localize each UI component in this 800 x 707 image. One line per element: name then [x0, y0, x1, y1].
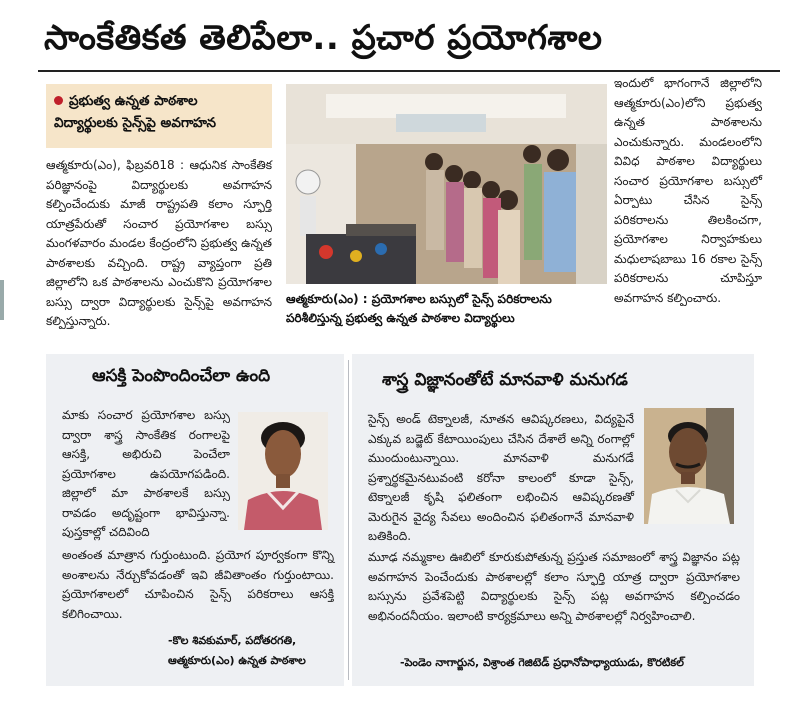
subhead-box	[46, 84, 272, 148]
teacher-photo	[644, 408, 734, 524]
teacher-quote-body-top: సైన్స్ అండ్ టెక్నాలజీ, నూతన ఆవిష్కరణలు, విద్యపైనే ఎక్కువ బడ్జెట్ కేటాయింపులు చేసిన దేశాలే అన్ని రంగాల్లో ముందుంటున్నాయి. మానవాళి మనుగడే ప్రశ్నార్థకమైనటువంటి కరోనా కాలంలో కూడా సైన్స్, టెక్నాలజీ కృషి ఫలితంగా లభించిన ఆవిష్కరణతో మెరుగైన వైద్య సేవలు అందించిన ఫలితంగానే మానవాళి బతికింది.	[368, 412, 634, 543]
student-signature-name: -కొల శివకుమార్, పదోతరగతి,	[168, 634, 297, 647]
teacher-portrait-illustration	[644, 408, 734, 524]
page-edge-mark	[0, 280, 4, 320]
student-signature-school: ఆత్మకూరు(ఎం) ఉన్నత పాఠశాల	[168, 654, 306, 667]
student-quote-body-top: మాకు సంచార ప్రయోగశాల బస్సు ద్వారా శాస్త్ర సాంకేతిక రంగాలపై ఆసక్తి, అభిరుచి పెంచేలా ప్రయోగశాల ఉపయోగపడింది. జిల్లాలో మా పాఠశాలకే బస్సు రావడం అదృష్టంగా భావిస్తున్నా. పుస్తకాల్లో చదివింది	[62, 408, 230, 539]
lead-paragraph-left: ఆత్మకూరు(ఎం), ఫిబ్రవరి18 : ఆధునిక సాంకేతిక పరిజ్ఞానంపై విద్యార్థులకు అవగాహన కల్పించేందుకు మాజీ రాష్ట్రపతి కలాం స్ఫూర్తి యాత్రపేరుతో సంచార ప్రయోగశాల బస్సు మంగళవారం మండల కేంద్రంలోని ప్రభుత్వ ఉన్నత పాఠశాలకు వచ్చింది. రాష్ట్ర వ్యాప్తంగా ప్రతి జిల్లాలోని ఒక పాఠశాలను ఎంచుకొని ప్రయోగశాల బస్సు ద్వారా విద్యార్థులకు సైన్స్‌పై అవగాహన కల్పిస్తున్నారు.	[46, 158, 272, 328]
student-portrait-illustration	[238, 412, 328, 530]
lead-paragraph-right: ఇందులో భాగంగానే జిల్లాలోని ఆత్మకూరు(ఎం)లోని ప్రభుత్వ ఉన్నత పాఠశాలను ఎంచుకున్నారు. మండలంలోని వివిధ పాఠశాల విద్యార్థులు సంచార ప్రయోగశాల బస్సులో ఏర్పాటు చేసిన సైన్స్ పరికరాలను తిలకించగా, ప్రయోగశాల నిర్వాహకులు మధులాషబాబు 16 రకాల సైన్స్ పరికరాలను చూపిస్తూ అవగాహన కల్పించారు.	[614, 76, 762, 305]
column-divider	[348, 360, 349, 680]
subhead: ప్రభుత్వ ఉన్నత పాఠశాల విద్యార్థులకు సైన్స్‌పై అవగాహన	[54, 93, 216, 131]
teacher-quote-body-bottom: మూఢ నమ్మకాల ఊబిలో కూరుకుపోతున్న ప్రస్తుత సమాజంలో శాస్త్ర విజ్ఞానం పట్ల అవగాహన పెంచేందుకు పాఠశాలల్లో కలాం స్ఫూర్తి యాత్ర ద్వారా ప్రయోగశాల బస్సును ప్రవేశపెట్టి విద్యార్థులకు సైన్స్ పట్ల అవగాహన కల్పించడం అభినందనీయం. ఇలాంటి కార్యక్రమాలు అన్ని పాఠశాలల్లో నిర్వహించాలి.	[368, 550, 740, 623]
headline-rule	[38, 70, 780, 72]
student-photo	[238, 412, 328, 530]
photo-illustration	[286, 84, 607, 284]
teacher-signature: -పెండెం నాగార్జున, విశ్రాంత గెజిటెడ్ ప్రధానోపాధ్యాయుడు, కొరటికల్	[400, 656, 684, 669]
bus-lab-photo	[286, 84, 607, 284]
teacher-quote-title: శాస్త్ర విజ్ఞానంతోటే మానవాళి మనుగడ	[382, 370, 628, 390]
headline: సాంకేతికత తెలిపేలా.. ప్రచార ప్రయోగశాల	[44, 18, 603, 58]
student-quote-title: ఆసక్తి పెంపొందించేలా ఉంది	[92, 366, 271, 386]
student-quote-body-bottom: అంతంత మాత్రాన గుర్తుంటుంది. ప్రయోగ పూర్వకంగా కొన్ని అంశాలను నేర్చుకోవడంతో ఇవి జీవితాంతం గుర్తుంటాయి. ప్రయోగశాలలో చూపించిన సైన్స్ పరికరాలు ఆసక్తి కలిగించాయి.	[62, 548, 334, 621]
bullet-icon	[54, 96, 63, 105]
photo-caption: ఆత్మకూరు(ఎం) : ప్రయోగశాల బస్సులో సైన్స్ పరికరాలను పరిశీలిస్తున్న ప్రభుత్వ ఉన్నత పాఠశాల విద్యార్థులు	[286, 292, 552, 325]
